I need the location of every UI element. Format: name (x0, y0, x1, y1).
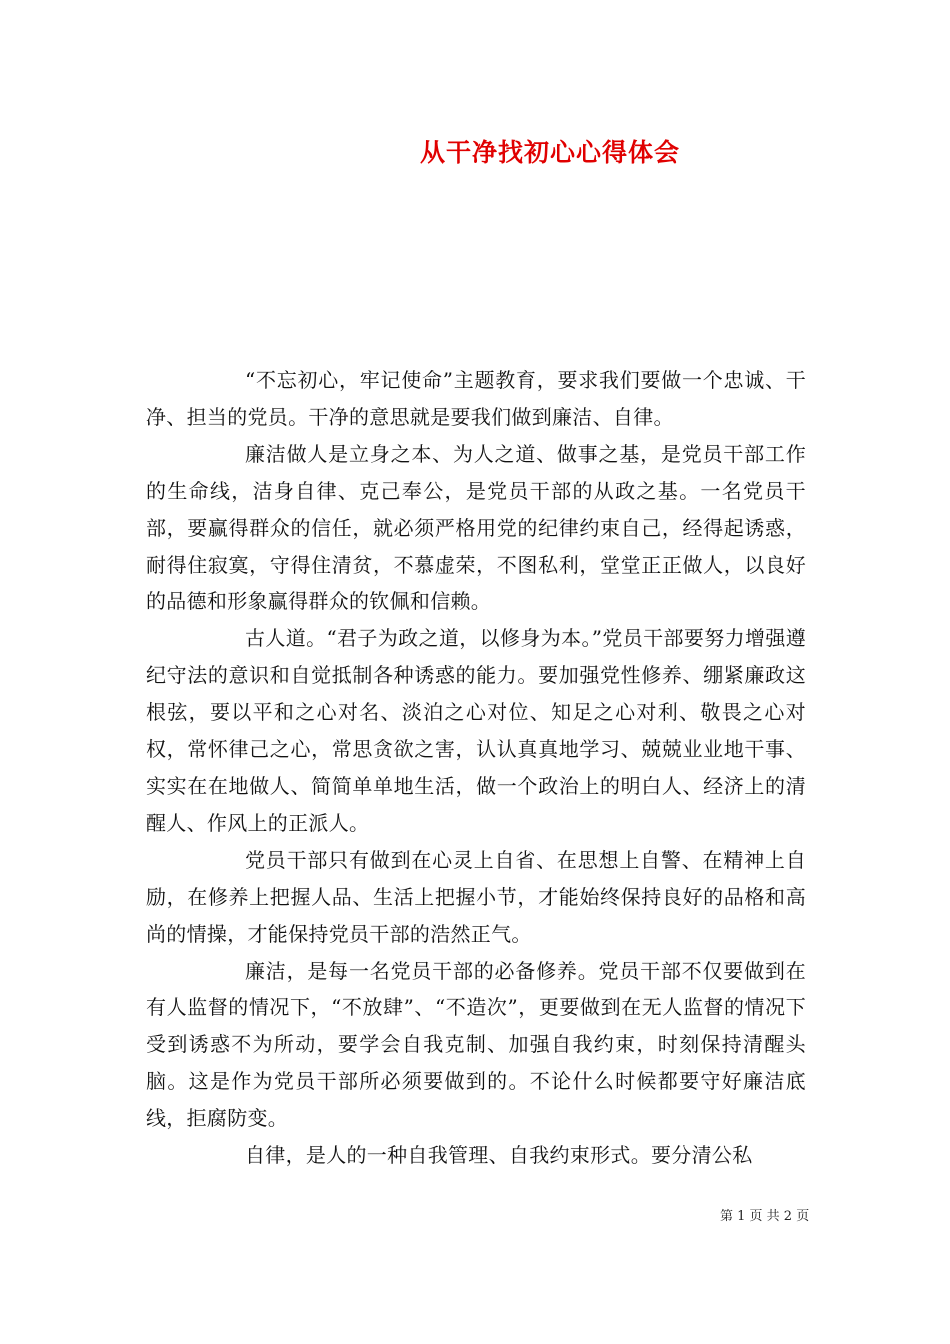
paragraph: 廉洁，是每一名党员干部的必备修养。党员干部不仅要做到在有人监督的情况下，“不放肆”、“不造次”，更要做到在无人监督的情况下受到诱惑不为所动，要学会自我克制、加强自我约束，时刻保持清醒头脑。这是作为党员干部所必须要做到的。不论什么时候都要守好廉洁底线，拒腐防变。 (146, 958, 806, 1131)
paragraph: 自律，是人的一种自我管理、自我约束形式。要分清公私 (245, 1143, 753, 1168)
paragraph: 廉洁做人是立身之本、为人之道、做事之基，是党员干部工作的生命线，洁身自律、克己奉公，是党员干部的从政之基。一名党员干部，要赢得群众的信任，就必须严格用党的纪律约束自己，经得起诱惑，耐得住寂寞，守得住清贫，不慕虚荣，不图私利，堂堂正正做人，以良好的品德和形象赢得群众的钦佩和信赖。 (146, 441, 806, 614)
paragraph: 古人道。“君子为政之道，以修身为本。”党员干部要努力增强遵纪守法的意识和自觉抵制各种诱惑的能力。要加强党性修养、绷紧廉政这根弦，要以平和之心对名、淡泊之心对位、知足之心对利、敬畏之心对权，常怀律己之心，常思贪欲之害，认认真真地学习、兢兢业业地干事、实实在在地做人、简简单单地生活，做一个政治上的明白人、经济上的清醒人、作风上的正派人。 (146, 626, 806, 835)
paragraph: 党员干部只有做到在心灵上自省、在思想上自警、在精神上自励，在修养上把握人品、生活上把握小节，才能始终保持良好的品格和高尚的情操，才能保持党员干部的浩然正气。 (146, 847, 806, 946)
page-number-footer: 第 1 页 共 2 页 (720, 1209, 810, 1224)
document-body (146, 362, 806, 1174)
paragraph: “不忘初心，牢记使命”主题教育，要求我们要做一个忠诚、干净、担当的党员。干净的意思就是要我们做到廉洁、自律。 (146, 368, 806, 429)
document-title: 从干净找初心心得体会 (419, 138, 680, 167)
